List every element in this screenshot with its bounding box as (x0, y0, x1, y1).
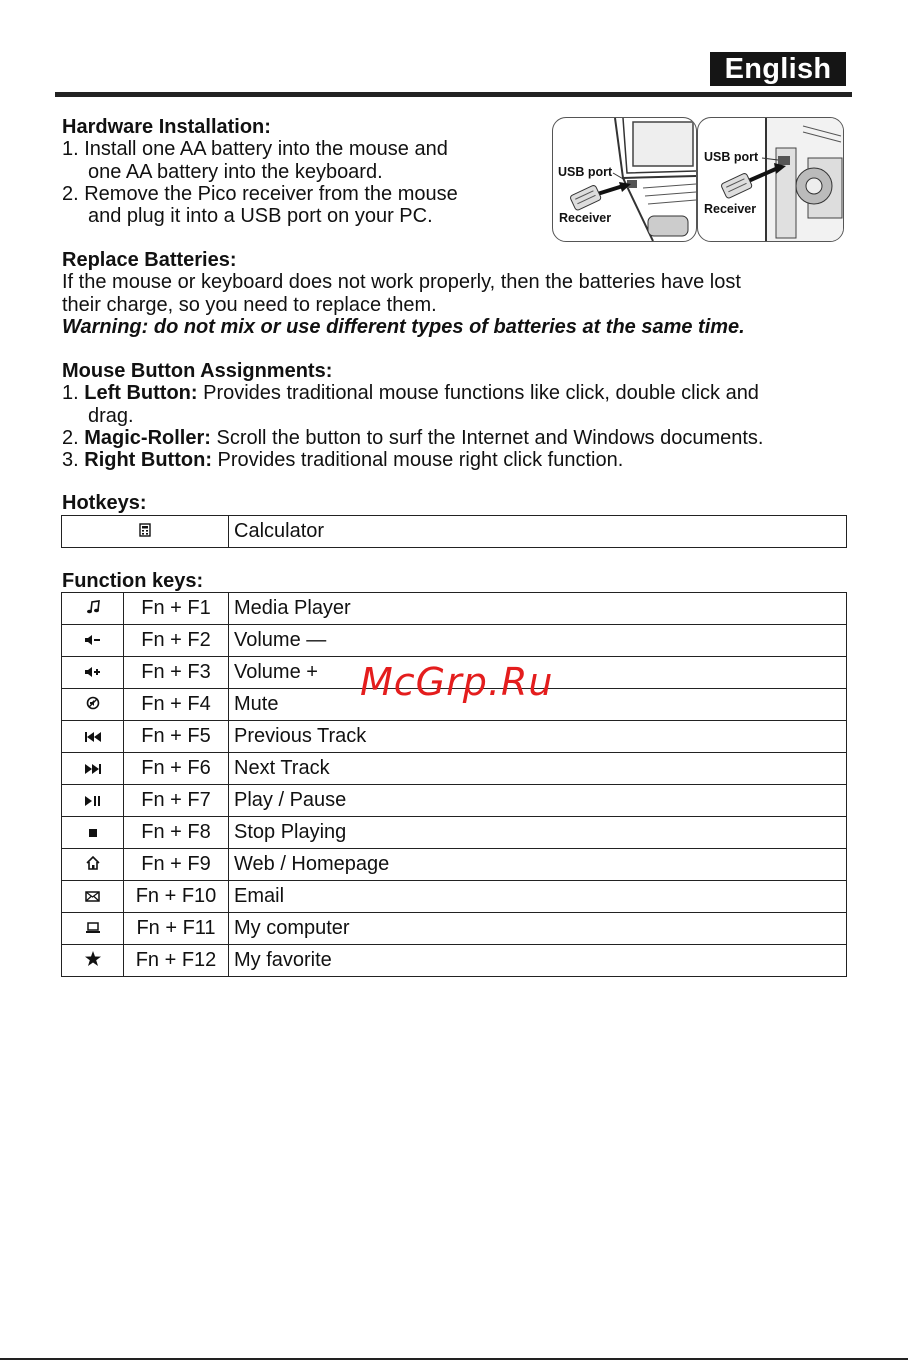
fn-label: Next Track (229, 753, 847, 785)
figure-receiver-label-2: Receiver (704, 202, 757, 216)
hotkeys-heading-wrap (62, 492, 146, 514)
watermark: McGrp.Ru (360, 660, 554, 704)
figure-panel-laptop (552, 117, 697, 242)
previous-track-icon (62, 721, 124, 753)
figure-panel-desktop (697, 117, 844, 242)
fn-label: Email (229, 881, 847, 913)
fn-key: Fn + F11 (124, 913, 229, 945)
header-rule (55, 92, 852, 97)
star-icon (62, 945, 124, 977)
fn-key: Fn + F2 (124, 625, 229, 657)
fn-label: My favorite (229, 945, 847, 977)
function-keys-table (61, 592, 847, 977)
function-keys-heading: Function keys: (62, 570, 204, 592)
next-track-icon (62, 753, 124, 785)
volume-down-icon (62, 625, 124, 657)
stop-icon (62, 817, 124, 849)
fn-label: Media Player (229, 593, 847, 625)
fn-label: Previous Track (229, 721, 847, 753)
table-row (62, 849, 847, 881)
mouse-buttons-heading: Mouse Button Assignments: (62, 360, 333, 382)
table-row (62, 881, 847, 913)
fn-key: Fn + F12 (124, 945, 229, 977)
email-icon (62, 881, 124, 913)
fn-key: Fn + F9 (124, 849, 229, 881)
fn-label: Play / Pause (229, 785, 847, 817)
mouse-button-item: 1. Left Button: Provides traditional mouse functions like click, double click and (62, 382, 759, 405)
desktop-illustration (698, 118, 843, 241)
table-row (62, 721, 847, 753)
play-pause-icon (62, 785, 124, 817)
hardware-section (62, 116, 458, 227)
home-icon (62, 849, 124, 881)
fn-key: Fn + F10 (124, 881, 229, 913)
computer-icon (62, 913, 124, 945)
music-note-icon (62, 593, 124, 625)
fn-label: Stop Playing (229, 817, 847, 849)
table-row (62, 593, 847, 625)
function-keys-heading-wrap (62, 570, 203, 592)
batteries-warning: Warning: do not mix or use different types of batteries at the same time. (62, 315, 745, 338)
figure-receiver-label: Receiver (559, 211, 612, 225)
hardware-step-1-cont: one AA battery into the keyboard. (88, 160, 383, 183)
batteries-text-2: their charge, so you need to replace them. (62, 293, 437, 316)
fn-label: Web / Homepage (229, 849, 847, 881)
mute-icon (62, 689, 124, 721)
fn-key: Fn + F3 (124, 657, 229, 689)
hotkey-label: Calculator (229, 516, 847, 548)
figure-usb-label: USB port (558, 165, 613, 179)
footer-rule (0, 1358, 908, 1360)
table-row (62, 945, 847, 977)
fn-key: Fn + F8 (124, 817, 229, 849)
table-row (62, 785, 847, 817)
hotkeys-table (61, 515, 847, 548)
figure-usb-label-2: USB port (704, 150, 759, 164)
fn-label: My computer (229, 913, 847, 945)
batteries-text-1: If the mouse or keyboard does not work properly, then the batteries have lost (62, 271, 741, 294)
mouse-button-item: 2. Magic-Roller: Scroll the button to surf the Internet and Windows documents. (62, 426, 764, 449)
fn-key: Fn + F1 (124, 593, 229, 625)
hardware-step-2-cont: and plug it into a USB port on your PC. (88, 205, 433, 228)
hardware-step-1: 1. Install one AA battery into the mouse and (62, 138, 448, 161)
batteries-section (62, 249, 745, 338)
hardware-heading: Hardware Installation: (62, 116, 271, 138)
hardware-step-2: 2. Remove the Pico receiver from the mouse (62, 182, 458, 205)
table-row (62, 625, 847, 657)
calculator-icon (62, 516, 229, 548)
hotkeys-heading: Hotkeys: (62, 492, 147, 514)
table-row (62, 516, 847, 548)
fn-key: Fn + F5 (124, 721, 229, 753)
fn-label: Volume + (229, 657, 847, 689)
table-row (62, 753, 847, 785)
volume-up-icon (62, 657, 124, 689)
mouse-buttons-section (62, 360, 763, 471)
fn-key: Fn + F7 (124, 785, 229, 817)
batteries-heading: Replace Batteries: (62, 249, 237, 271)
mouse-button-item-cont: drag. (88, 404, 134, 427)
table-row (62, 913, 847, 945)
fn-label: Volume — (229, 625, 847, 657)
fn-label: Mute (229, 689, 847, 721)
fn-key: Fn + F6 (124, 753, 229, 785)
table-row (62, 817, 847, 849)
mouse-button-item: 3. Right Button: Provides traditional mouse right click function. (62, 449, 624, 472)
language-badge: English (710, 52, 846, 86)
fn-key: Fn + F4 (124, 689, 229, 721)
